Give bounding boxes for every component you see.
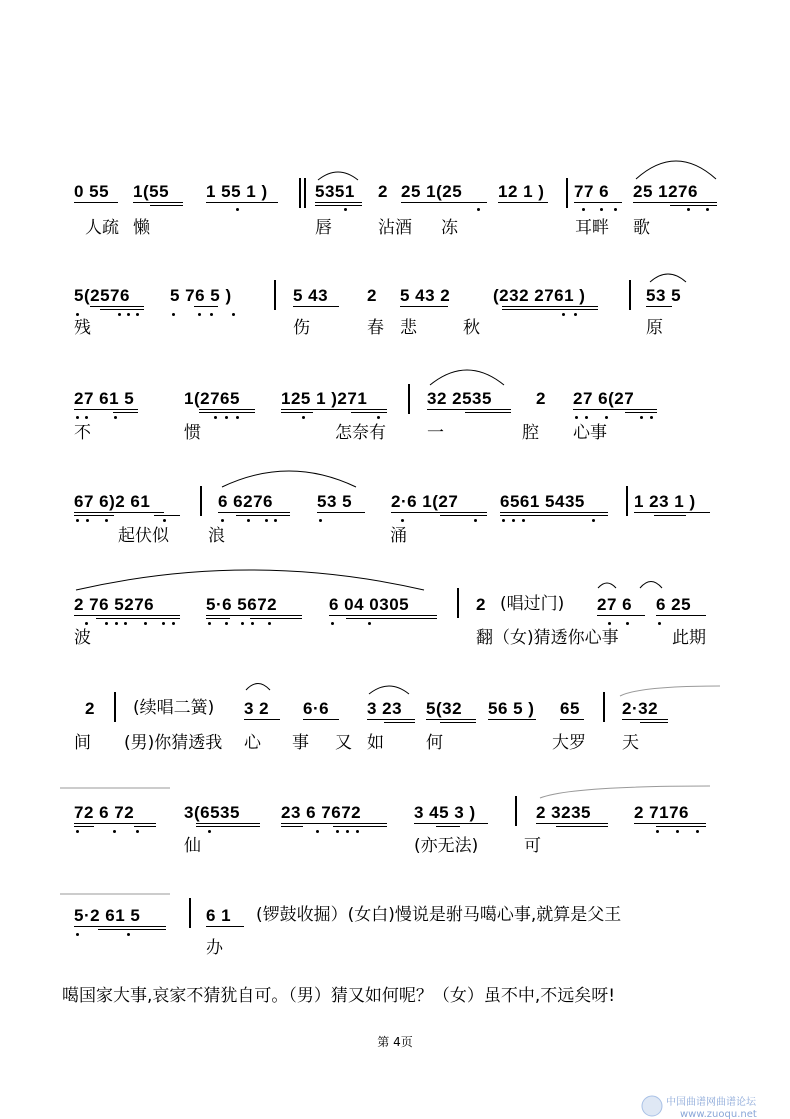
underline — [654, 515, 686, 516]
note-group: 2 — [536, 389, 546, 408]
lyric: 一 — [427, 423, 444, 443]
barline — [200, 486, 202, 516]
low-octave-dot — [502, 519, 505, 522]
underline — [218, 512, 290, 513]
lyric: 沾酒 — [378, 218, 412, 238]
underline — [656, 615, 706, 616]
note-group: 5 43 — [293, 286, 329, 305]
low-octave-dot — [118, 313, 121, 316]
lyric: 残 — [74, 318, 91, 338]
low-octave-dot — [302, 416, 305, 419]
note-group: 3 23 — [367, 699, 403, 718]
lyric: 心 — [244, 733, 261, 753]
low-octave-dot — [574, 313, 577, 316]
barline — [515, 796, 517, 826]
lyric: 起伏似 — [118, 526, 169, 546]
underline — [346, 618, 437, 619]
underline — [351, 412, 387, 413]
low-octave-dot — [76, 933, 79, 936]
low-octave-dot — [626, 622, 629, 625]
low-octave-dot — [210, 313, 213, 316]
low-octave-dot — [474, 519, 477, 522]
lyric: 翻（女)猜透你心事 — [476, 628, 619, 648]
barline — [299, 178, 301, 208]
lyric: 人疏 — [85, 218, 119, 238]
note-group: 72 6 72 — [74, 803, 135, 822]
note-group: 0 55 — [74, 182, 110, 201]
underline — [656, 826, 706, 827]
underline — [426, 719, 476, 720]
underline — [440, 515, 487, 516]
barline — [457, 588, 459, 618]
underline — [74, 826, 94, 827]
underline — [502, 306, 598, 307]
underline — [206, 618, 230, 619]
lyric: 惯 — [184, 423, 201, 443]
underline — [315, 205, 362, 206]
underline — [488, 719, 536, 720]
underline — [317, 512, 365, 513]
low-octave-dot — [76, 519, 79, 522]
low-octave-dot — [658, 622, 661, 625]
underline — [367, 719, 415, 720]
slur — [640, 578, 662, 590]
low-octave-dot — [214, 416, 217, 419]
slur — [636, 155, 716, 181]
low-octave-dot — [136, 313, 139, 316]
lyric: 懒 — [133, 218, 150, 238]
note-group: 5(32 — [426, 699, 463, 718]
note-group: 56 5 ) — [488, 699, 535, 718]
lyric: 腔 — [522, 423, 539, 443]
underline — [670, 205, 717, 206]
slur — [60, 788, 170, 798]
note-group: 1 23 1 ) — [634, 492, 696, 511]
low-octave-dot — [124, 622, 127, 625]
low-octave-dot — [208, 622, 211, 625]
underline — [315, 202, 362, 203]
watermark-logo-icon — [640, 1094, 790, 1119]
low-octave-dot — [401, 519, 404, 522]
low-octave-dot — [85, 622, 88, 625]
low-octave-dot — [76, 830, 79, 833]
note-group: 53 5 — [646, 286, 682, 305]
low-octave-dot — [236, 208, 239, 211]
underline — [625, 412, 657, 413]
low-octave-dot — [241, 622, 244, 625]
underline — [150, 205, 183, 206]
note-group: 2·32 — [622, 699, 659, 718]
lyric: 春 — [367, 318, 384, 338]
watermark — [640, 1094, 790, 1119]
low-octave-dot — [127, 313, 130, 316]
note-group: 77 6 — [574, 182, 610, 201]
barline — [304, 178, 306, 208]
low-octave-dot — [232, 313, 235, 316]
underline — [74, 615, 180, 616]
underline — [74, 926, 166, 927]
underline — [634, 823, 706, 824]
underline — [133, 202, 183, 203]
note-group: 5 76 5 ) — [170, 286, 232, 305]
note-group: 25 1(25 — [401, 182, 463, 201]
note-group: 5 43 2 — [400, 286, 451, 305]
underline — [440, 722, 476, 723]
low-octave-dot — [656, 830, 659, 833]
watermark-cn: 中国曲谱网曲谱论坛 — [666, 1097, 756, 1108]
slur — [76, 568, 424, 592]
lyric: 波 — [74, 628, 91, 648]
low-octave-dot — [696, 830, 699, 833]
underline — [414, 823, 488, 824]
underline — [74, 409, 138, 410]
note-group: 27 6(27 — [573, 389, 635, 408]
underline — [74, 823, 156, 824]
underline — [236, 515, 290, 516]
underline — [633, 202, 717, 203]
lyric: 耳畔 — [575, 218, 609, 238]
note-group: 6561 5435 — [500, 492, 585, 511]
slur — [598, 580, 616, 590]
note-group: 2 — [378, 182, 388, 201]
underline — [113, 412, 138, 413]
low-octave-dot — [706, 208, 709, 211]
underline — [498, 202, 548, 203]
low-octave-dot — [105, 519, 108, 522]
note-group: 27 61 5 — [74, 389, 135, 408]
low-octave-dot — [127, 933, 130, 936]
underline — [206, 615, 302, 616]
underline — [536, 823, 608, 824]
low-octave-dot — [268, 622, 271, 625]
lyric: 可 — [524, 836, 541, 856]
note-group: 1(2765 — [184, 389, 240, 408]
low-octave-dot — [614, 208, 617, 211]
note-group: 125 1 )271 — [281, 389, 368, 408]
underline — [293, 306, 339, 307]
lyric: 不 — [74, 423, 91, 443]
underline — [465, 412, 511, 413]
lyric: 心事 — [573, 423, 607, 443]
low-octave-dot — [136, 830, 139, 833]
underline — [573, 409, 657, 410]
low-octave-dot — [477, 208, 480, 211]
dialogue-text: 噶国家大事,哀家不猜犹自可。（男）猜又如何呢？（女）虽不中,不远矣呀! — [62, 986, 616, 1006]
underline — [640, 722, 668, 723]
underline — [646, 306, 672, 307]
low-octave-dot — [600, 208, 603, 211]
underline — [98, 929, 166, 930]
underline — [329, 615, 437, 616]
lyric: 何 — [426, 733, 443, 753]
lyric: 悲 — [400, 318, 417, 338]
note-group: 2 3235 — [536, 803, 591, 822]
low-octave-dot — [368, 622, 371, 625]
low-octave-dot — [582, 208, 585, 211]
page-number: 第 4页 — [377, 1035, 413, 1049]
low-octave-dot — [208, 830, 211, 833]
low-octave-dot — [346, 830, 349, 833]
underline — [333, 826, 387, 827]
underline — [206, 926, 244, 927]
lyric: 歌 — [633, 218, 650, 238]
lyric: 原 — [646, 318, 663, 338]
slur — [369, 682, 409, 696]
underline — [391, 512, 487, 513]
watermark-url: www.zuoqu.net — [680, 1109, 757, 1119]
underline — [90, 306, 144, 307]
note-group: 5·6 5672 — [206, 595, 278, 614]
lyric: 此期 — [672, 628, 706, 648]
lyric: (亦无法) — [414, 836, 479, 856]
note-group: 23 6 7672 — [281, 803, 362, 822]
note-group: 25 1276 — [633, 182, 698, 201]
underline — [194, 306, 218, 307]
lyric: 秋 — [463, 318, 480, 338]
low-octave-dot — [377, 416, 380, 419]
underline — [634, 512, 710, 513]
low-octave-dot — [86, 519, 89, 522]
note-group: 6 04 0305 — [329, 595, 410, 614]
note-group: 32 2535 — [427, 389, 492, 408]
note-group: 6 6276 — [218, 492, 273, 511]
note-group: 5351 — [315, 182, 355, 201]
low-octave-dot — [225, 622, 228, 625]
low-octave-dot — [114, 416, 117, 419]
lyric: 伤 — [293, 318, 310, 338]
low-octave-dot — [585, 416, 588, 419]
low-octave-dot — [163, 519, 166, 522]
instruction: (续唱二簧) — [133, 698, 215, 718]
low-octave-dot — [172, 622, 175, 625]
note-group: 3 45 3 ) — [414, 803, 476, 822]
underline — [556, 826, 608, 827]
note-group: 12 1 ) — [498, 182, 545, 201]
lyric: 如 — [367, 733, 384, 753]
low-octave-dot — [265, 519, 268, 522]
note-group: 1 55 1 ) — [206, 182, 268, 201]
underline — [196, 823, 260, 824]
underline — [400, 306, 448, 307]
barline — [408, 384, 410, 414]
slur — [60, 894, 170, 904]
low-octave-dot — [687, 208, 690, 211]
slur — [650, 270, 686, 284]
note-group: 6·6 — [303, 699, 330, 718]
low-octave-dot — [144, 622, 147, 625]
underline — [74, 512, 164, 513]
underline — [199, 412, 255, 413]
note-group: 3(6535 — [184, 803, 240, 822]
lyric: 事 — [292, 733, 309, 753]
note-group: 2 7176 — [634, 803, 689, 822]
slur — [222, 469, 356, 489]
barline — [189, 898, 191, 928]
lyric: 天 — [622, 733, 639, 753]
spoken-line: (锣鼓收掘）(女白)慢说是驸马噶心事,就算是父王 — [256, 905, 622, 925]
low-octave-dot — [336, 830, 339, 833]
underline — [96, 618, 180, 619]
low-octave-dot — [316, 830, 319, 833]
instruction: (唱过门) — [500, 594, 565, 614]
lyric: 又 — [335, 733, 352, 753]
slur — [430, 365, 504, 387]
lyric: (男)你猜透我 — [124, 733, 223, 753]
note-group: 2 — [85, 699, 95, 718]
note-group: (232 2761 ) — [493, 286, 586, 305]
low-octave-dot — [640, 416, 643, 419]
underline — [502, 309, 598, 310]
underline — [154, 515, 180, 516]
underline — [206, 202, 278, 203]
underline — [199, 409, 255, 410]
underline — [500, 512, 608, 513]
lyric: 冻 — [441, 218, 458, 238]
underline — [196, 826, 260, 827]
barline — [566, 178, 568, 208]
note-group: 27 6 — [597, 595, 633, 614]
low-octave-dot — [221, 519, 224, 522]
underline — [303, 719, 339, 720]
low-octave-dot — [236, 416, 239, 419]
low-octave-dot — [356, 830, 359, 833]
underline — [436, 826, 460, 827]
lyric: 涌 — [390, 526, 407, 546]
low-octave-dot — [608, 622, 611, 625]
low-octave-dot — [247, 519, 250, 522]
low-octave-dot — [522, 519, 525, 522]
low-octave-dot — [162, 622, 165, 625]
lyric: 间 — [74, 733, 91, 753]
low-octave-dot — [331, 622, 334, 625]
underline — [401, 202, 487, 203]
low-octave-dot — [105, 622, 108, 625]
lyric: 浪 — [208, 526, 225, 546]
underline — [74, 202, 118, 203]
barline — [603, 692, 605, 722]
underline — [250, 618, 302, 619]
underline — [244, 719, 280, 720]
low-octave-dot — [605, 416, 608, 419]
slur — [246, 680, 270, 692]
low-octave-dot — [512, 519, 515, 522]
low-octave-dot — [562, 313, 565, 316]
underline — [74, 515, 114, 516]
underline — [500, 515, 608, 516]
note-group: 65 — [560, 699, 580, 718]
note-group: 67 6)2 61 — [74, 492, 151, 511]
low-octave-dot — [198, 313, 201, 316]
note-group: 1(55 — [133, 182, 170, 201]
low-octave-dot — [575, 416, 578, 419]
barline — [626, 486, 628, 516]
low-octave-dot — [76, 313, 79, 316]
underline — [281, 826, 303, 827]
note-group: 2·6 1(27 — [391, 492, 459, 511]
lyric: 大罗 — [552, 733, 586, 753]
low-octave-dot — [650, 416, 653, 419]
lyric: 唇 — [315, 218, 332, 238]
note-group: 6 25 — [656, 595, 692, 614]
barline — [274, 280, 276, 310]
slur — [540, 786, 710, 800]
low-octave-dot — [113, 830, 116, 833]
low-octave-dot — [85, 416, 88, 419]
underline — [574, 202, 622, 203]
underline — [622, 719, 668, 720]
underline — [281, 823, 387, 824]
underline — [281, 409, 387, 410]
lyric: 怎奈有 — [335, 423, 386, 443]
barline — [114, 692, 116, 722]
low-octave-dot — [592, 519, 595, 522]
note-group: 2 — [367, 286, 377, 305]
low-octave-dot — [76, 416, 79, 419]
low-octave-dot — [319, 519, 322, 522]
low-octave-dot — [344, 208, 347, 211]
underline — [560, 719, 584, 720]
slur — [620, 686, 720, 698]
underline — [427, 409, 511, 410]
underline — [597, 615, 645, 616]
low-octave-dot — [251, 622, 254, 625]
note-group: 2 76 5276 — [74, 595, 155, 614]
underline — [281, 412, 313, 413]
underline — [100, 309, 144, 310]
low-octave-dot — [225, 416, 228, 419]
lyric: 仙 — [184, 836, 201, 856]
note-group: 53 5 — [317, 492, 353, 511]
note-group: 6 1 — [206, 906, 232, 925]
slur — [318, 168, 358, 182]
low-octave-dot — [172, 313, 175, 316]
low-octave-dot — [115, 622, 118, 625]
note-group: 2 — [476, 595, 486, 614]
low-octave-dot — [274, 519, 277, 522]
underline — [134, 826, 156, 827]
note-group: 3 2 — [244, 699, 270, 718]
barline — [629, 280, 631, 310]
low-octave-dot — [676, 830, 679, 833]
underline — [384, 722, 415, 723]
lyric: 办 — [206, 938, 223, 958]
note-group: 5·2 61 5 — [74, 906, 141, 925]
note-group: 5(2576 — [74, 286, 130, 305]
